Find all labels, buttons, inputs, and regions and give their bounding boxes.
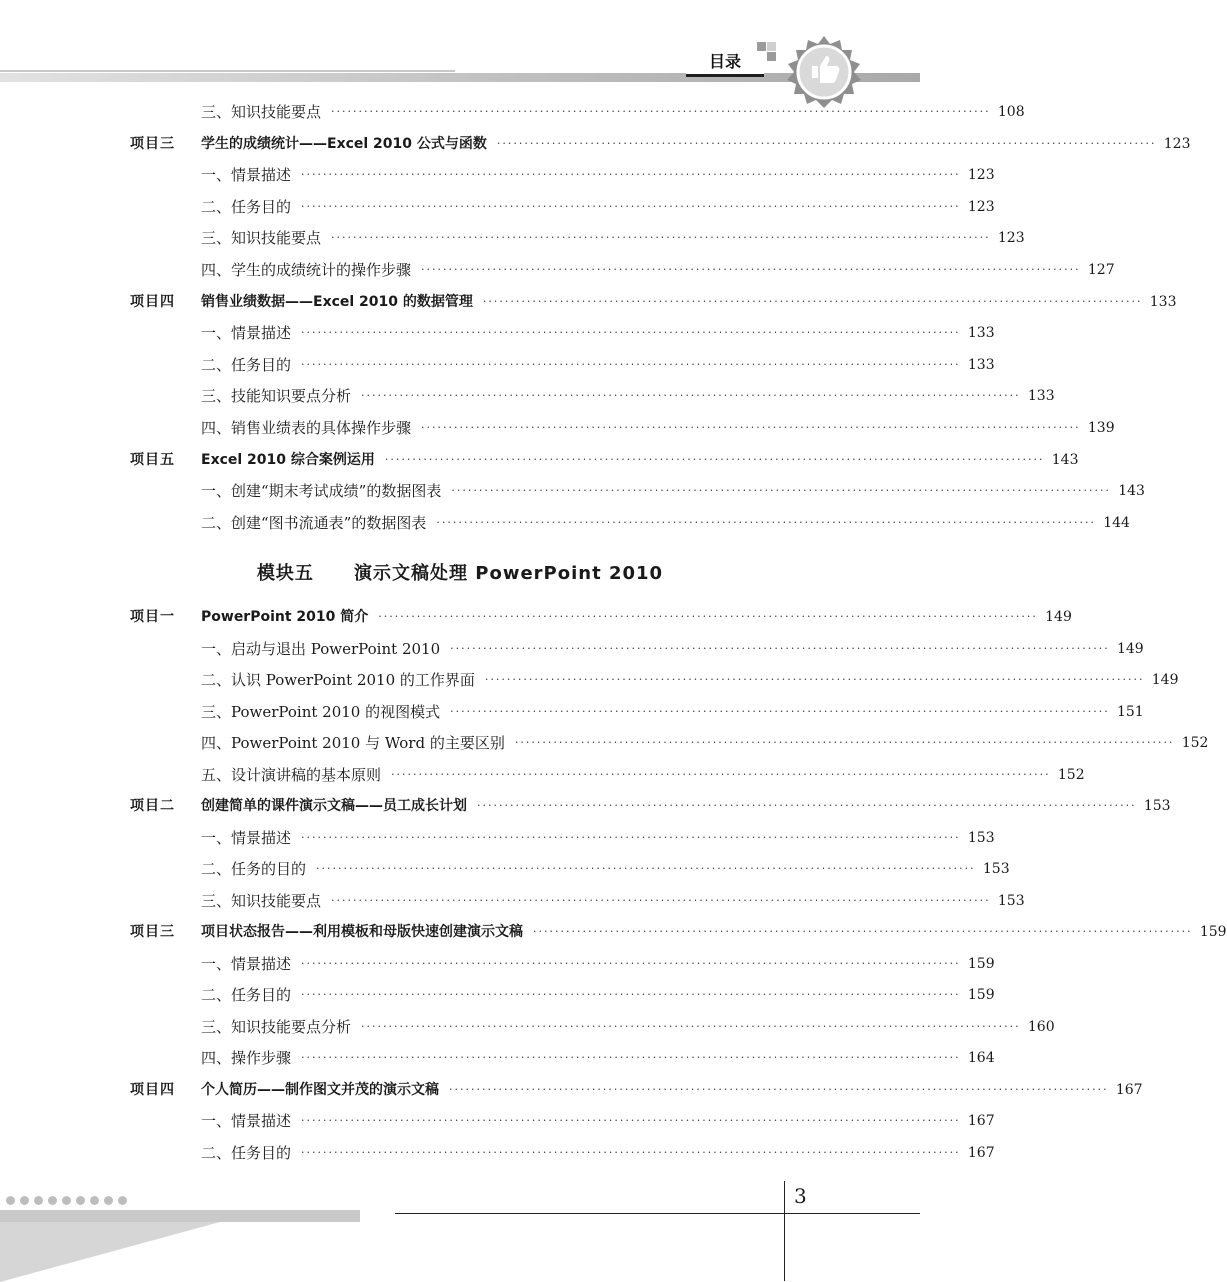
header-square <box>757 42 766 51</box>
toc-page-number: 159 <box>967 955 995 972</box>
toc-page-number: 123 <box>997 230 1025 247</box>
toc-page-number: 133 <box>967 325 995 342</box>
toc-leader-dots: ························································································································ <box>378 610 1038 623</box>
toc-page-number: 108 <box>997 104 1025 120</box>
toc-leader-dots: ························································································································ <box>482 294 1143 308</box>
toc-entry-title: 一、情景描述 <box>201 828 292 847</box>
toc-page-number: 133 <box>1027 388 1055 405</box>
module-prefix: 模块五 <box>256 563 314 584</box>
toc-entry <box>130 1075 1143 1105</box>
toc-project-label: 项目四 <box>130 293 175 310</box>
footer-triangle <box>0 1222 220 1282</box>
footer-band <box>0 1210 360 1222</box>
toc-entry-title: 一、创建“期末考试成绩”的数据图表 <box>201 482 442 501</box>
toc-entry <box>130 634 1144 664</box>
toc-entry-title: 四、PowerPoint 2010 与 Word 的主要区别 <box>201 734 505 752</box>
toc-leader-dots: ························································································································ <box>450 641 1110 655</box>
toc-entry-title: 二、任务目的 <box>201 986 292 1004</box>
toc-entry <box>130 854 1010 884</box>
toc-entry-title: 一、情景描述 <box>201 324 292 343</box>
toc-entry-title: 项目状态报告——利用模板和母版快速创建演示文稿 <box>201 924 523 940</box>
toc-entry <box>130 318 995 348</box>
toc-entry <box>130 97 1025 127</box>
toc-entry <box>130 160 995 190</box>
toc-leader-dots: ························································································································ <box>496 136 1157 150</box>
toc-page-number: 149 <box>1151 672 1179 688</box>
toc-entry <box>130 129 1191 159</box>
toc-page-number: 143 <box>1118 483 1145 500</box>
toc-page-number: 152 <box>1057 766 1085 783</box>
toc-page-number: 164 <box>967 1050 995 1066</box>
toc-project-label: 项目二 <box>130 798 175 814</box>
toc-entry-title: 二、任务目的 <box>201 355 292 374</box>
toc-project-label: 项目四 <box>130 1081 175 1098</box>
toc-entry <box>130 791 1171 821</box>
toc-entry <box>130 728 1209 758</box>
toc-entry <box>130 949 995 979</box>
toc-page-number: 139 <box>1087 420 1115 436</box>
toc-page-number: 160 <box>1027 1018 1055 1035</box>
toc-page-number: 123 <box>1163 135 1191 152</box>
toc-leader-dots: ························································································································ <box>391 767 1051 781</box>
toc-leader-dots: ························································································································ <box>514 736 1175 749</box>
toc-leader-dots: ························································································································ <box>450 704 1110 718</box>
toc-entry-title: 二、任务目的 <box>201 197 292 216</box>
toc-leader-dots: ························································································································ <box>301 1145 961 1159</box>
toc-page-number: 133 <box>967 356 995 373</box>
header-label: 目录 <box>686 50 764 74</box>
page-number: 3 <box>794 1184 807 1208</box>
footer-dots <box>6 1196 127 1205</box>
toc-page-number: 153 <box>982 861 1010 877</box>
toc-leader-dots: ························································································································ <box>301 199 961 213</box>
toc-page-number: 152 <box>1181 735 1209 751</box>
toc-leader-dots: ························································································································ <box>301 988 961 1001</box>
toc-leader-dots: ························································································································ <box>301 326 961 340</box>
toc-entry-title: PowerPoint 2010 简介 <box>201 609 369 625</box>
toc-leader-dots: ························································································································ <box>331 231 991 245</box>
toc-leader-dots: ························································································································ <box>436 515 1096 529</box>
footer-vertical-rule <box>784 1181 785 1281</box>
toc-entry <box>130 823 995 853</box>
toc-entry <box>130 445 1079 475</box>
toc-entry-title: 销售业绩数据——Excel 2010 的数据管理 <box>201 293 473 310</box>
module-heading <box>0 556 920 590</box>
toc-leader-dots: ························································································································ <box>301 830 961 844</box>
toc-entry <box>130 697 1144 727</box>
toc-entry <box>130 255 1115 285</box>
toc-entry-title: 三、知识技能要点 <box>201 229 322 248</box>
toc-entry-title: 三、知识技能要点 <box>201 103 322 121</box>
toc-leader-dots: ························································································································ <box>451 484 1111 498</box>
toc-entry <box>130 1138 995 1168</box>
toc-leader-dots: ························································································································ <box>533 925 1193 938</box>
toc-page-number: 153 <box>967 829 995 846</box>
toc-leader-dots: ························································································································ <box>449 1082 1109 1096</box>
toc-page-number: 127 <box>1087 262 1115 278</box>
toc-page-number: 149 <box>1045 609 1072 625</box>
toc-project-label: 项目三 <box>130 924 175 940</box>
toc-entry-title: 二、认识 PowerPoint 2010 的工作界面 <box>201 671 475 689</box>
toc-entry <box>130 287 1177 317</box>
toc-project-label: 项目一 <box>130 609 175 625</box>
header-square <box>767 52 776 61</box>
toc-entry-title: 创建简单的课件演示文稿——员工成长计划 <box>201 798 467 814</box>
module-title: 演示文稿处理 PowerPoint 2010 <box>354 563 664 584</box>
toc-entry <box>130 980 995 1010</box>
toc-page-number: 167 <box>967 1144 995 1161</box>
toc-entry <box>130 381 1055 411</box>
header-band <box>0 73 920 82</box>
toc-leader-dots: ························································································································ <box>384 452 1045 466</box>
toc-leader-dots: ························································································································ <box>331 893 991 907</box>
toc-leader-dots: ························································································································ <box>361 389 1021 403</box>
toc-page-number: 159 <box>1199 924 1227 940</box>
toc-leader-dots: ························································································································ <box>331 105 991 118</box>
toc-page-number: 144 <box>1103 514 1130 531</box>
header-square <box>767 42 776 51</box>
toc-entry <box>130 665 1179 695</box>
toc-leader-dots: ························································································································ <box>484 673 1145 686</box>
toc-entry-title: 二、任务目的 <box>201 1143 292 1162</box>
toc-entry <box>130 350 995 380</box>
toc-entry <box>130 476 1145 506</box>
toc-page-number: 167 <box>1115 1081 1143 1098</box>
toc-project-label: 项目三 <box>130 135 175 152</box>
toc-entry <box>130 223 1025 253</box>
toc-entry-title: 三、PowerPoint 2010 的视图模式 <box>201 702 441 721</box>
toc-page-number: 133 <box>1149 293 1177 310</box>
toc-entry <box>130 602 1072 632</box>
toc-entry-title: 二、任务的目的 <box>201 860 307 878</box>
toc-entry-title: 三、技能知识要点分析 <box>201 387 352 406</box>
toc-leader-dots: ························································································································ <box>316 862 976 875</box>
toc-page-number: 149 <box>1116 640 1144 657</box>
toc-entry <box>130 192 995 222</box>
toc-entry-title: 学生的成绩统计——Excel 2010 公式与函数 <box>201 135 487 152</box>
toc-entry <box>130 760 1085 790</box>
toc-entry-title: 二、创建“图书流通表”的数据图表 <box>201 513 427 532</box>
toc-page-number: 123 <box>967 198 995 215</box>
toc-entry <box>130 413 1115 443</box>
toc-entry-title: 三、知识技能要点分析 <box>201 1017 352 1036</box>
toc-entry-title: 一、情景描述 <box>201 954 292 973</box>
toc-entry-title: Excel 2010 综合案例运用 <box>201 451 375 468</box>
toc-entry <box>130 1106 995 1136</box>
toc-entry-title: 三、知识技能要点 <box>201 891 322 910</box>
toc-entry-title: 一、情景描述 <box>201 1112 292 1130</box>
toc-entry-title: 四、销售业绩表的具体操作步骤 <box>201 419 412 437</box>
footer-rule <box>395 1213 920 1214</box>
toc-leader-dots: ························································································································ <box>301 357 961 371</box>
toc-entry <box>130 1043 995 1073</box>
toc-leader-dots: ························································································································ <box>301 1051 961 1064</box>
toc-leader-dots: ························································································································ <box>477 799 1137 812</box>
toc-entry-title: 一、启动与退出 PowerPoint 2010 <box>201 639 441 658</box>
toc-entry <box>130 917 1227 947</box>
toc-entry-title: 个人简历——制作图文并茂的演示文稿 <box>201 1081 439 1098</box>
toc-leader-dots: ························································································································ <box>361 1019 1021 1033</box>
toc-entry <box>130 886 1025 916</box>
toc-leader-dots: ························································································································ <box>301 1114 961 1127</box>
toc-leader-dots: ························································································································ <box>301 168 961 182</box>
toc-page-number: 167 <box>967 1113 995 1129</box>
toc-page-number: 159 <box>967 987 995 1003</box>
toc-entry <box>130 508 1130 538</box>
toc-page-number: 153 <box>1143 798 1171 814</box>
toc-leader-dots: ························································································································ <box>421 263 1081 276</box>
toc-page-number: 143 <box>1051 451 1079 468</box>
toc-entry-title: 四、学生的成绩统计的操作步骤 <box>201 261 412 279</box>
header-rule <box>0 70 455 72</box>
toc-page-number: 151 <box>1116 703 1144 720</box>
toc-entry <box>130 1012 1055 1042</box>
toc-project-label: 项目五 <box>130 451 175 468</box>
toc-leader-dots: ························································································································ <box>421 421 1081 434</box>
toc-page-number: 123 <box>967 167 995 184</box>
toc-entry-title: 一、情景描述 <box>201 166 292 185</box>
toc-entry-title: 五、设计演讲稿的基本原则 <box>201 765 382 784</box>
toc-entry-title: 四、操作步骤 <box>201 1049 292 1067</box>
toc-leader-dots: ························································································································ <box>301 956 961 970</box>
toc-page-number: 153 <box>997 892 1025 909</box>
